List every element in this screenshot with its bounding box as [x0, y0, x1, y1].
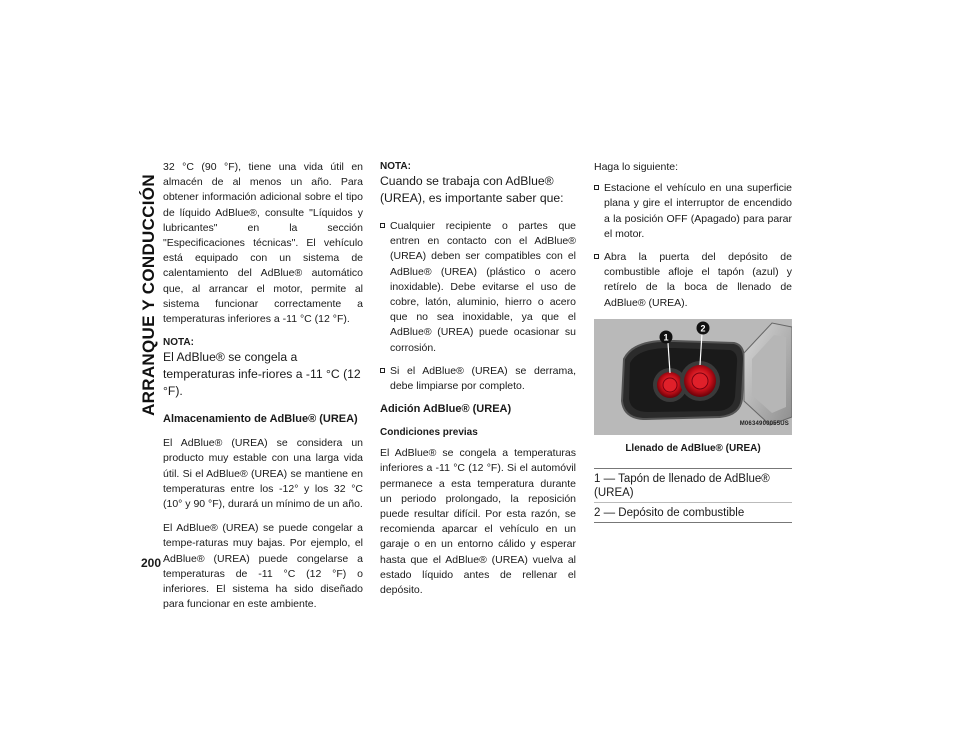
column-1 [163, 160, 363, 621]
callout-2-badge [697, 321, 710, 334]
column-3 [594, 160, 792, 523]
list-item: Si el AdBlue® (UREA) se derrama, debe limpiarse por completo. [380, 364, 576, 394]
column-2 [380, 160, 576, 607]
paragraph: El AdBlue® se congela a temperaturas inferiores a -11 °C (12 °F). Si el automóvil permanece a esta temperatura durante un periodo prolongado, la reposición puede resultar difícil. Por esta razón, se recomienda aparcar el vehículo en un garaje o en un entorno cálido y esperar hasta que el AdBlue® (UREA) vuelva al estado líquido antes de rellenar el depósito. [380, 447, 576, 597]
figure-caption: Llenado de AdBlue® (UREA) [625, 442, 761, 454]
bullet-list [380, 219, 576, 394]
paragraph: El AdBlue® (UREA) se puede congelar a tempe-raturas muy bajas. Por ejemplo, el AdBlue® (UREA) puede congelarse a temperaturas de -11 °C (12 °F) o inferiores. El sistema ha sido diseñado para funcionar en este ambiente. [163, 522, 363, 611]
bullet-square-icon [380, 223, 385, 228]
section-heading-adding: Adición AdBlue® (UREA) [380, 403, 512, 416]
adblue-filler-figure [594, 319, 792, 435]
note-heading: NOTA: [163, 337, 194, 349]
bullet-square-icon [594, 185, 599, 190]
list-item: Estacione el vehículo en una superficie plana y gire el interruptor de encendido a la posición OFF (Apagado) para parar el motor. [594, 181, 792, 242]
bullet-square-icon [594, 254, 599, 259]
note-body: Cuando se trabaja con AdBlue® (UREA), es importante saber que: [380, 174, 564, 205]
callout-2-label: 2 [700, 323, 706, 334]
list-item: Cualquier recipiente o partes que entren en contacto con el AdBlue® (UREA) deben ser compatibles con el AdBlue® (UREA) (plástico o acero inoxidable). Debe evitarse el uso de cobre, latón, aluminio, hierro o acero que no sea inoxidable, ya que el AdBlue® (UREA) puede ocasionar su corrosión. [380, 219, 576, 356]
callout-1-label: 1 [663, 332, 669, 343]
list-item: Abra la puerta del depósito de combustible afloje el tapón (azul) y retírelo de la boca de llenado de AdBlue® (UREA). [594, 250, 792, 311]
legend-item: 2 — Depósito de combustible [594, 502, 792, 522]
section-title: ARRANQUE Y CONDUCCIÓN [139, 174, 158, 416]
legend-item: 1 — Tapón de llenado de AdBlue® (UREA) [594, 473, 770, 500]
subheading-preconditions: Condiciones previas [380, 427, 478, 439]
callout-1-badge [660, 330, 673, 343]
note-body: El AdBlue® se congela a temperaturas infe-riores a -11 °C (12 °F). [163, 350, 361, 399]
figure-legend [594, 468, 792, 523]
note-heading: NOTA: [380, 161, 411, 172]
intro-text: Haga lo siguiente: [594, 161, 679, 173]
figure-code: M0634900055US [739, 420, 789, 427]
bullet-list [594, 181, 792, 311]
section-side-tab [138, 160, 160, 430]
page-number: 200 [141, 556, 162, 570]
section-heading-storage: Almacenamiento de AdBlue® (UREA) [163, 413, 358, 426]
bullet-square-icon [380, 368, 385, 373]
paragraph: El AdBlue® (UREA) se considera un producto muy estable con una larga vida útil. Si el AdBlue® (UREA) se mantiene en temperaturas entre los -12° y los 32 °C (10° y 90 °F), durará un mínimo de un año. [163, 437, 363, 511]
paragraph: 32 °C (90 °F), tiene una vida útil en almacén de al menos un año. Para obtener información adicional sobre el tipo de líquido AdBlue®, consulte "Líquidos y lubricantes" en la sección "Especificaciones técnicas". El vehículo está equipado con un sistema de calentamiento del AdBlue® automático que, al arrancar el motor, permite al sistema funcionar correctamente a temperaturas inferiores a -11 °C (12 °F). [163, 161, 363, 326]
